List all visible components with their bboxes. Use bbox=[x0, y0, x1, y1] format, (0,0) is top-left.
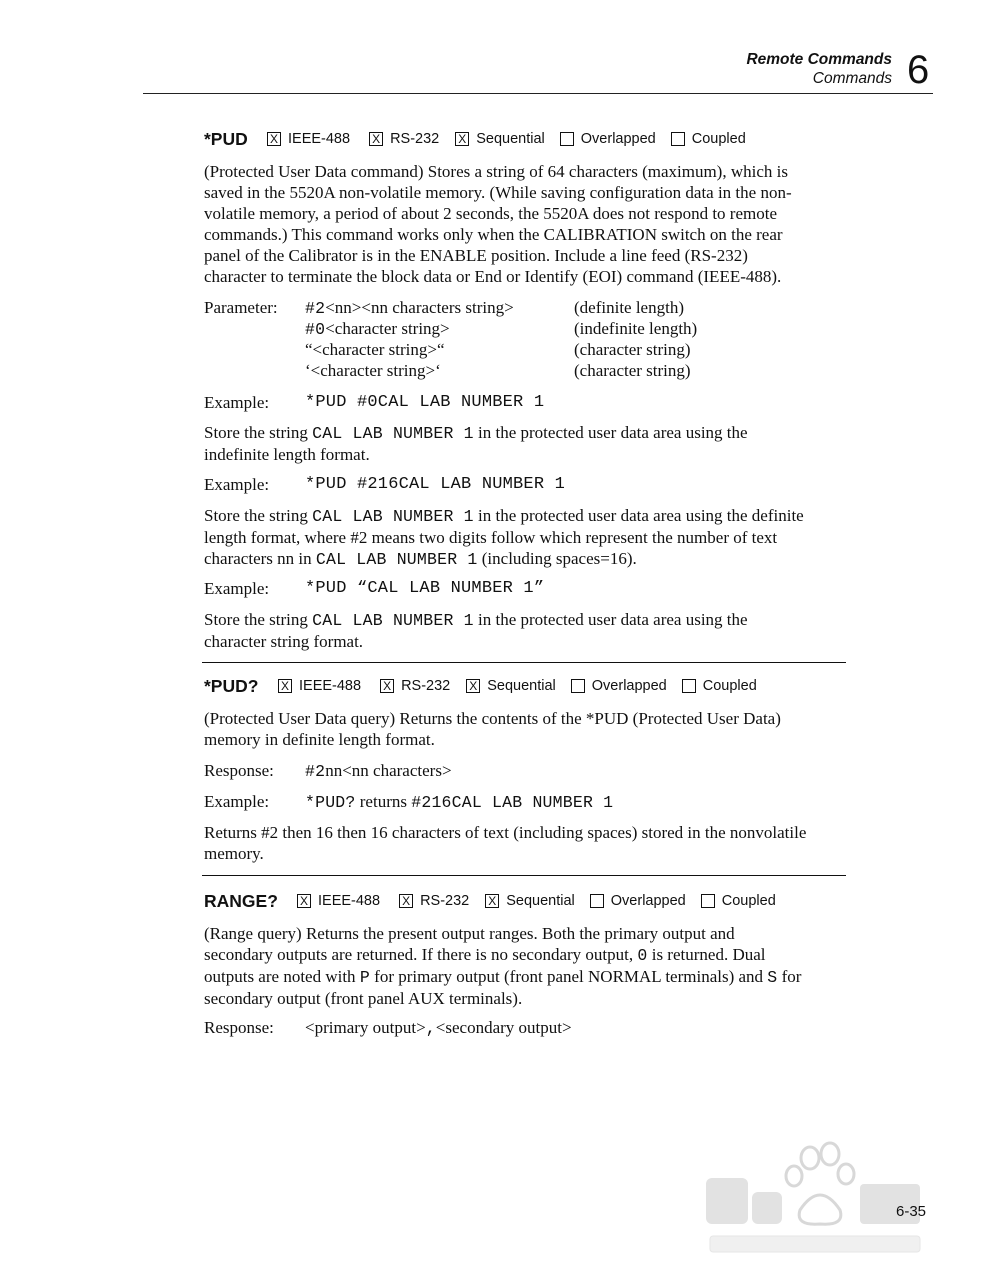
text-line: Store the string CAL LAB NUMBER 1 in the protected user data area using the bbox=[204, 423, 748, 443]
param-code: #0 bbox=[305, 320, 326, 339]
command-name: RANGE? bbox=[204, 890, 278, 911]
text-line: outputs are noted with P for primary output (front panel NORMAL terminals) and S for bbox=[204, 967, 802, 987]
text-line: memory. bbox=[204, 844, 264, 863]
example-code: *PUD? returns #216CAL LAB NUMBER 1 bbox=[305, 792, 614, 812]
section-divider bbox=[202, 662, 846, 663]
text-line: characters nn in CAL LAB NUMBER 1 (including spaces=16). bbox=[204, 549, 637, 569]
chapter-number: 6 bbox=[907, 48, 930, 92]
flag-label: Overlapped bbox=[610, 893, 686, 909]
flag-label: Coupled bbox=[691, 131, 746, 147]
checkbox-coupled bbox=[671, 132, 685, 146]
cmd-header-range-query bbox=[204, 891, 776, 911]
example-label: Example: bbox=[204, 792, 270, 811]
flag-label: IEEE-488 bbox=[288, 131, 351, 147]
example-explanation bbox=[204, 609, 854, 652]
cmd-header-pud bbox=[204, 129, 746, 149]
checkbox-overlapped bbox=[590, 894, 604, 908]
example-code: *PUD #216CAL LAB NUMBER 1 bbox=[305, 475, 566, 494]
param-note: (character string) bbox=[574, 361, 691, 380]
text-line: (Protected User Data query) Returns the contents of the *PUD (Protected User Data) bbox=[204, 709, 781, 728]
response-label: Response: bbox=[204, 761, 274, 780]
example-explanation bbox=[204, 505, 854, 570]
text-line: indefinite length format. bbox=[204, 445, 370, 464]
pudq-description bbox=[204, 708, 854, 750]
range-description bbox=[204, 923, 854, 1009]
param-note: (indefinite length) bbox=[574, 319, 698, 338]
checkbox-sequential: X bbox=[466, 679, 480, 693]
text-line: Returns #2 then 16 then 16 characters of text (including spaces) stored in the nonvolatile bbox=[204, 823, 807, 842]
param-2 bbox=[305, 318, 450, 340]
flag-label: RS-232 bbox=[401, 678, 451, 694]
flag-label: Overlapped bbox=[580, 131, 656, 147]
text-line: Store the string CAL LAB NUMBER 1 in the protected user data area using the bbox=[204, 610, 748, 630]
param-code: #2 bbox=[305, 299, 326, 318]
text-line: (Range query) Returns the present output ranges. Both the primary output and bbox=[204, 924, 735, 943]
text-line: character to terminate the block data or End or Identify (EOI) command (IEEE-488). bbox=[204, 267, 782, 286]
flag-label: Coupled bbox=[702, 678, 757, 694]
checkbox-coupled bbox=[701, 894, 715, 908]
checkbox-coupled bbox=[682, 679, 696, 693]
response-label: Response: bbox=[204, 1018, 274, 1037]
command-name: *PUD? bbox=[204, 675, 259, 696]
flag-label: Overlapped bbox=[591, 678, 667, 694]
example-code: *PUD #0CAL LAB NUMBER 1 bbox=[305, 393, 545, 412]
param-note: (definite length) bbox=[574, 298, 684, 317]
checkbox-overlapped bbox=[571, 679, 585, 693]
cmd-header-pud-query bbox=[204, 676, 757, 696]
text-line: commands.) This command works only when the CALIBRATION switch on the rear bbox=[204, 225, 783, 244]
checkbox-sequential: X bbox=[455, 132, 469, 146]
header-rule bbox=[143, 93, 933, 94]
example-code: *PUD “CAL LAB NUMBER 1” bbox=[305, 579, 545, 598]
response-value: <primary output>,<secondary output> bbox=[305, 1018, 572, 1038]
text-line: character string format. bbox=[204, 632, 364, 651]
flag-label: RS-232 bbox=[390, 131, 440, 147]
checkbox-ieee488: X bbox=[267, 132, 281, 146]
param-text: <character string> bbox=[325, 319, 450, 338]
example-label: Example: bbox=[204, 579, 270, 598]
header-subtitle: Commands bbox=[812, 70, 892, 87]
param-note: (character string) bbox=[574, 340, 691, 359]
running-header bbox=[746, 50, 892, 88]
flag-label: RS-232 bbox=[420, 893, 470, 909]
page-number: 6-35 bbox=[896, 1203, 927, 1220]
text-line: volatile memory, a period of about 2 seconds, the 5520A does not respond to remote bbox=[204, 204, 777, 223]
checkbox-overlapped bbox=[560, 132, 574, 146]
checkbox-rs232: X bbox=[399, 894, 413, 908]
watermark-logo bbox=[700, 1140, 930, 1260]
flag-label: Coupled bbox=[721, 893, 776, 909]
text-line: saved in the 5520A non-volatile memory. (While saving configuration data in the non- bbox=[204, 183, 792, 202]
command-name: *PUD bbox=[204, 128, 248, 149]
text-line: Store the string CAL LAB NUMBER 1 in the protected user data area using the definite bbox=[204, 506, 804, 526]
param-1 bbox=[305, 297, 514, 319]
flag-label: Sequential bbox=[487, 678, 556, 694]
param-4: ‘<character string>‘ bbox=[305, 361, 441, 380]
flag-label: IEEE-488 bbox=[318, 893, 381, 909]
text-line: secondary outputs are returned. If there is no secondary output, 0 is returned. Dual bbox=[204, 945, 766, 965]
param-3: “<character string>“ bbox=[305, 340, 445, 359]
param-text: <nn><nn characters string> bbox=[325, 298, 514, 317]
text-line: length format, where #2 means two digits follow which represent the number of text bbox=[204, 528, 778, 547]
text-line: secondary output (front panel AUX terminals). bbox=[204, 989, 523, 1008]
text-line: memory in definite length format. bbox=[204, 730, 435, 749]
checkbox-rs232: X bbox=[380, 679, 394, 693]
example-label: Example: bbox=[204, 393, 270, 412]
checkbox-sequential: X bbox=[485, 894, 499, 908]
checkbox-ieee488: X bbox=[278, 679, 292, 693]
header-title: Remote Commands bbox=[746, 51, 892, 68]
section-divider bbox=[202, 875, 846, 876]
pud-description bbox=[204, 161, 854, 287]
response-value: #2nn<nn characters> bbox=[305, 761, 452, 781]
example-explanation bbox=[204, 422, 854, 465]
example-label: Example: bbox=[204, 475, 270, 494]
checkbox-ieee488: X bbox=[297, 894, 311, 908]
text-line: (Protected User Data command) Stores a string of 64 characters (maximum), which is bbox=[204, 162, 788, 181]
text-line: panel of the Calibrator is in the ENABLE position. Include a line feed (RS-232) bbox=[204, 246, 748, 265]
flag-label: IEEE-488 bbox=[299, 678, 362, 694]
checkbox-rs232: X bbox=[369, 132, 383, 146]
param-label: Parameter: bbox=[204, 298, 278, 317]
pudq-note bbox=[204, 822, 854, 864]
flag-label: Sequential bbox=[506, 893, 575, 909]
flag-label: Sequential bbox=[476, 131, 545, 147]
